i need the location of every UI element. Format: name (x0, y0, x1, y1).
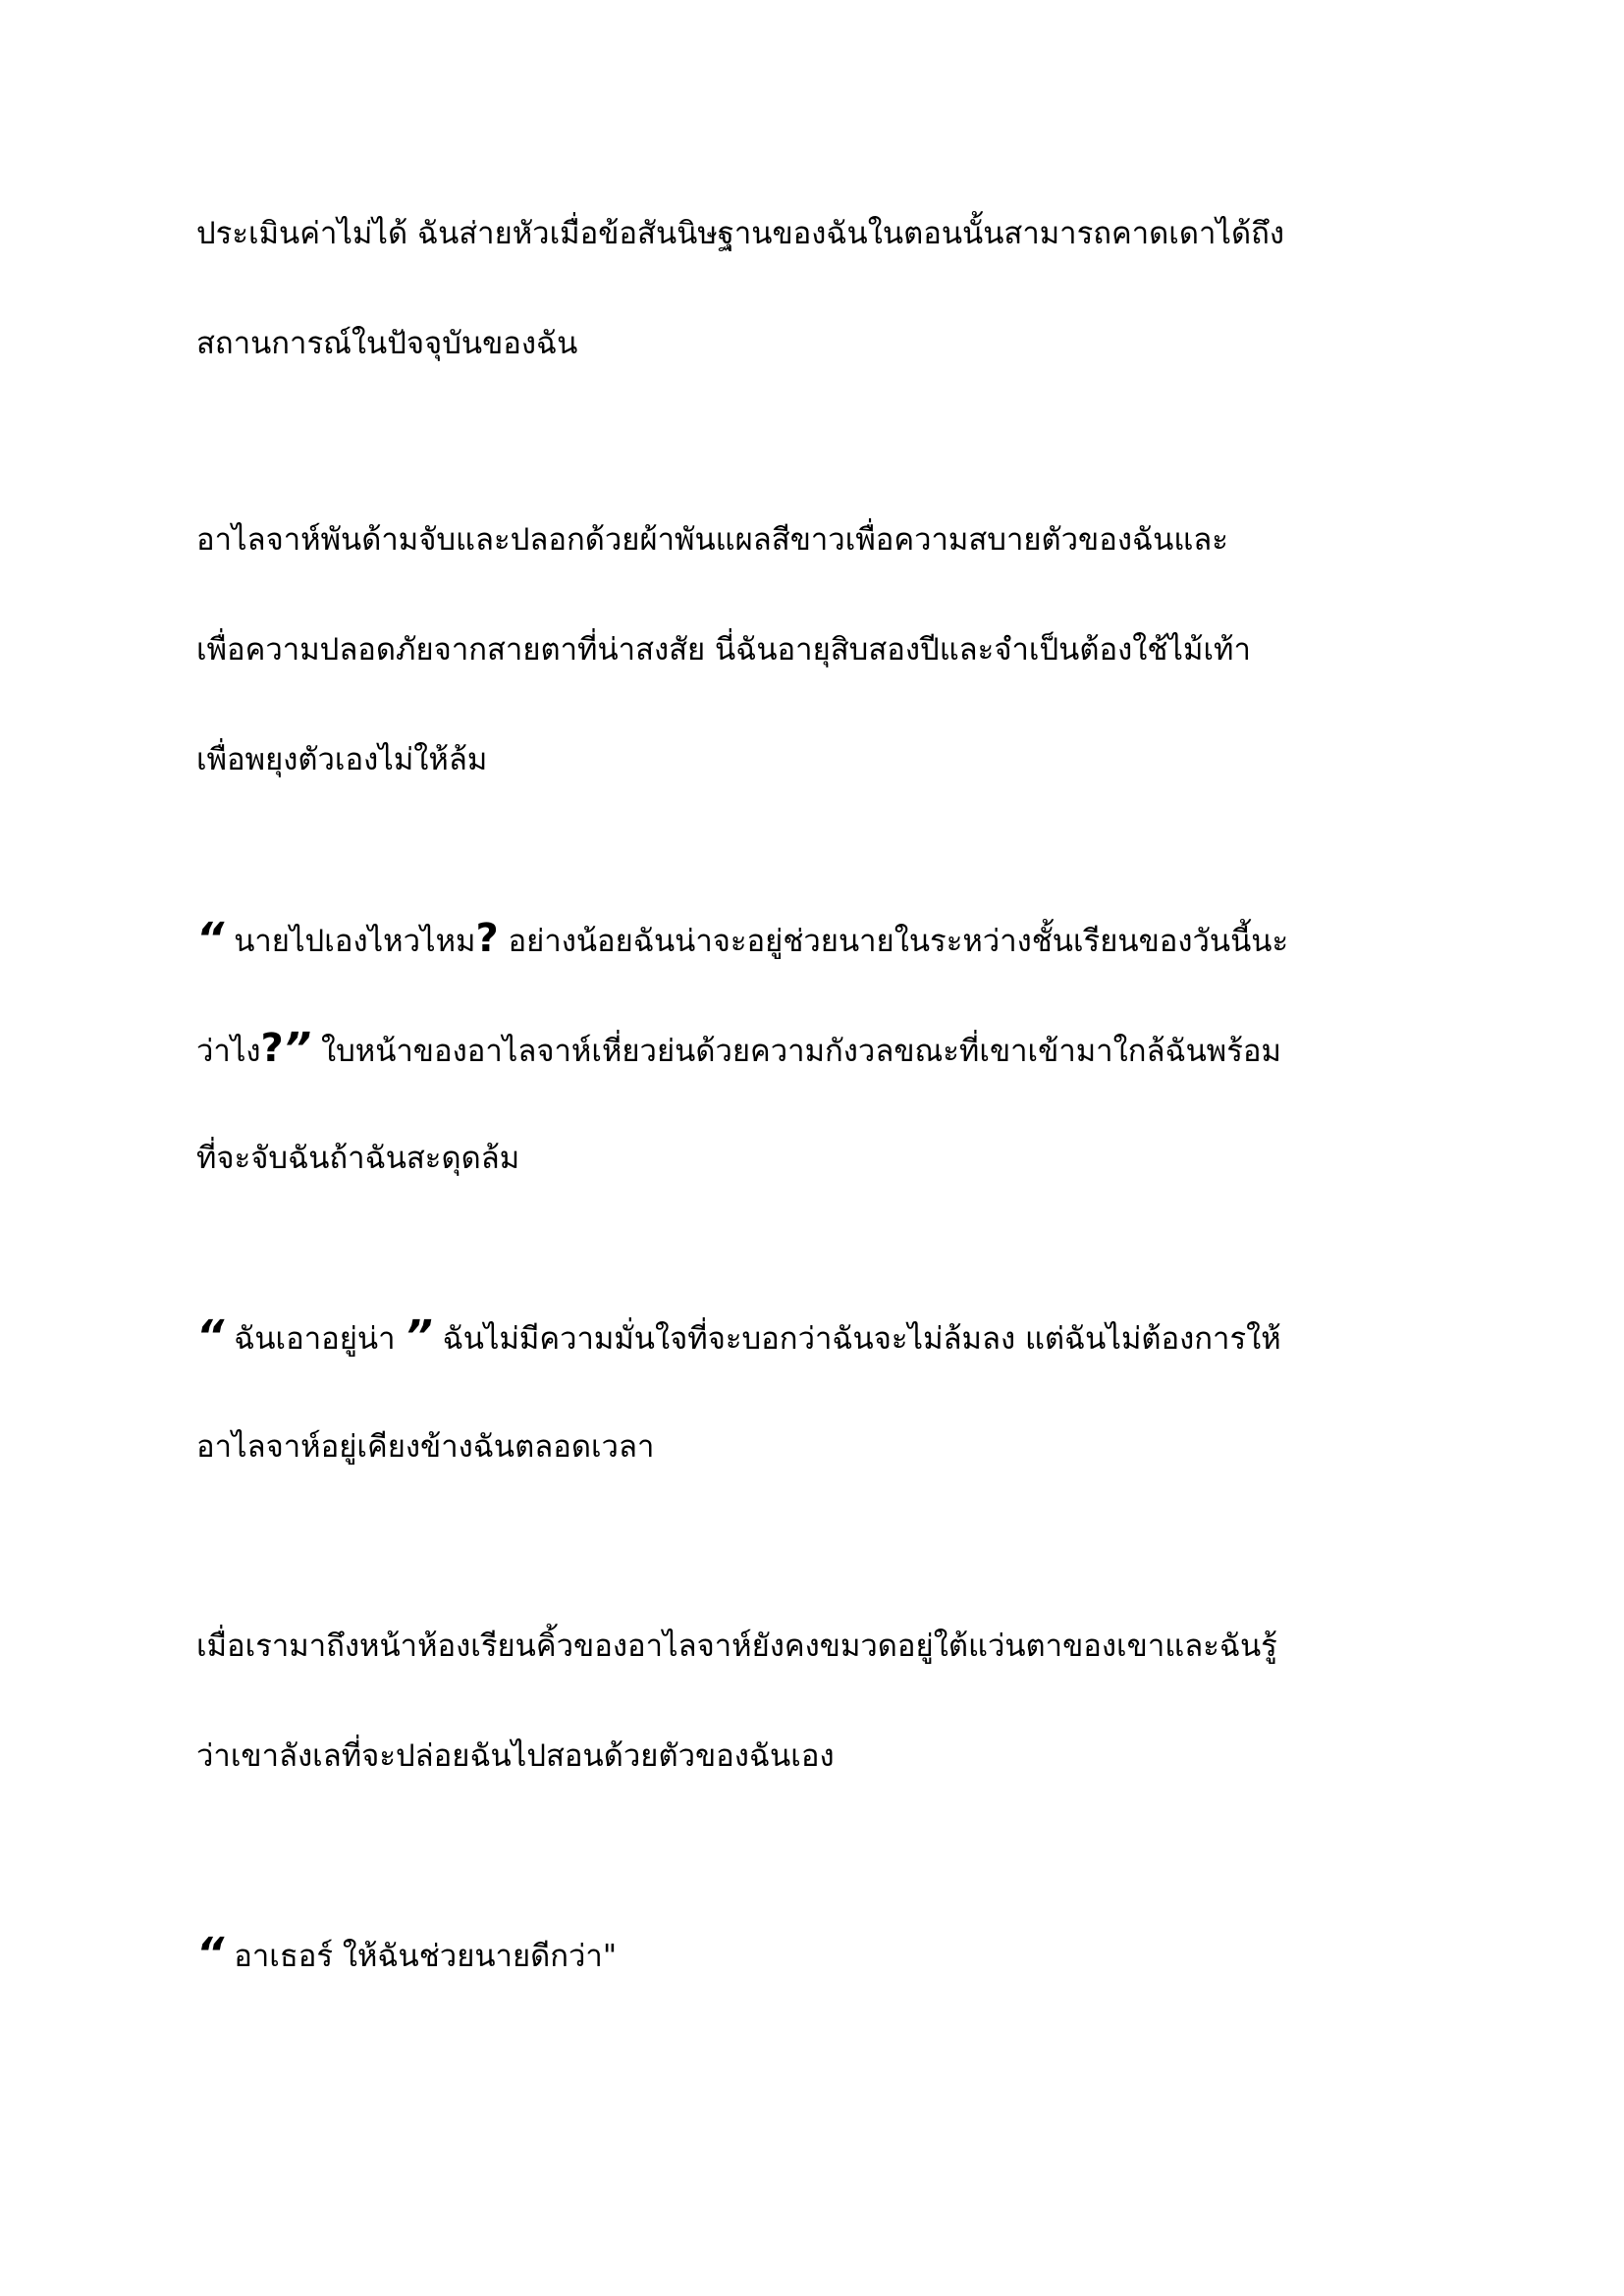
close-quote-mark: ” (283, 1024, 312, 1074)
paragraph-line: ที่จะจับฉันถ้าฉันสะดุดล้ม (196, 1141, 520, 1176)
paragraph-line: อาไลจาห์พันด้ามจับและปลอกด้วยผ้าพันแผลสีขาวเพื่อความสบายตัวของฉันและ (196, 522, 1228, 558)
question-mark: ? (260, 1026, 284, 1071)
paragraph-line: เมื่อเรามาถึงหน้าห้องเรียนคิ้วของอาไลจาห์ยังคงขมวดอยู่ใต้แว่นตาของเขาและฉันรู้ (196, 1629, 1277, 1664)
paragraph-line: สถานการณ์ในปัจจุบันของฉัน (196, 326, 578, 361)
paragraph-5 (196, 1591, 1453, 1811)
paragraph-line: เพื่อความปลอดภัยจากสายตาที่น่าสงสัย นี่ฉันอายุสิบสองปีและจำเป็นต้องใช้ไม้เท้า (196, 632, 1251, 667)
open-quote-mark: “ (196, 1929, 225, 1979)
close-quote-mark: ” (405, 1311, 433, 1362)
narration-text: ฉันไม่มีความมั่นใจที่จะบอกว่าฉันจะไม่ล้มลง แต่ฉันไม่ต้องการให้ (432, 1321, 1281, 1357)
paragraph-line (196, 883, 1453, 993)
paragraph-line: ว่าเขาลังเลที่จะปล่อยฉันไปสอนด้วยตัวของฉันเอง (196, 1738, 835, 1774)
paragraph-4-dialogue (196, 1282, 1453, 1502)
paragraph-line (196, 993, 1453, 1103)
dialogue-text: ว่าไง (196, 1034, 261, 1069)
paragraph-line: อาไลจาห์อยู่เคียงข้างฉันตลอดเวลา (196, 1429, 655, 1465)
paragraph-6-dialogue (196, 1899, 1453, 2009)
paragraph-2 (196, 485, 1453, 815)
dialogue-text: อาเธอร์ ให้ฉันช่วยนายดีกว่า" (224, 1939, 618, 1974)
paragraph-3-dialogue (196, 883, 1453, 1213)
paragraph-line: เพื่อพยุงตัวเองไม่ให้ล้ม (196, 742, 488, 777)
paragraph-line (196, 1282, 1453, 1392)
paragraph-line (196, 1899, 1453, 2009)
open-quote-mark: “ (196, 914, 225, 964)
paragraph-line: ประเมินค่าไม่ได้ ฉันส่ายหัวเมื่อข้อสันนิษฐานของฉันในตอนนั้นสามารถคาดเดาได้ถึง (196, 216, 1285, 251)
paragraph-1 (196, 179, 1453, 399)
open-quote-mark: “ (196, 1311, 225, 1362)
narration-text: ใบหน้าของอาไลจาห์เหี่ยวย่นด้วยความกังวลขณะที่เขาเข้ามาใกล้ฉันพร้อม (311, 1034, 1281, 1069)
question-mark: ? (475, 916, 499, 961)
dialogue-text: อย่างน้อยฉันน่าจะอยู่ช่วยนายในระหว่างชั้นเรียนของวันนี้นะ (498, 924, 1289, 959)
dialogue-text: ฉันเอาอยู่น่า (224, 1321, 406, 1357)
dialogue-text: นายไปเองไหวไหม (224, 924, 476, 959)
